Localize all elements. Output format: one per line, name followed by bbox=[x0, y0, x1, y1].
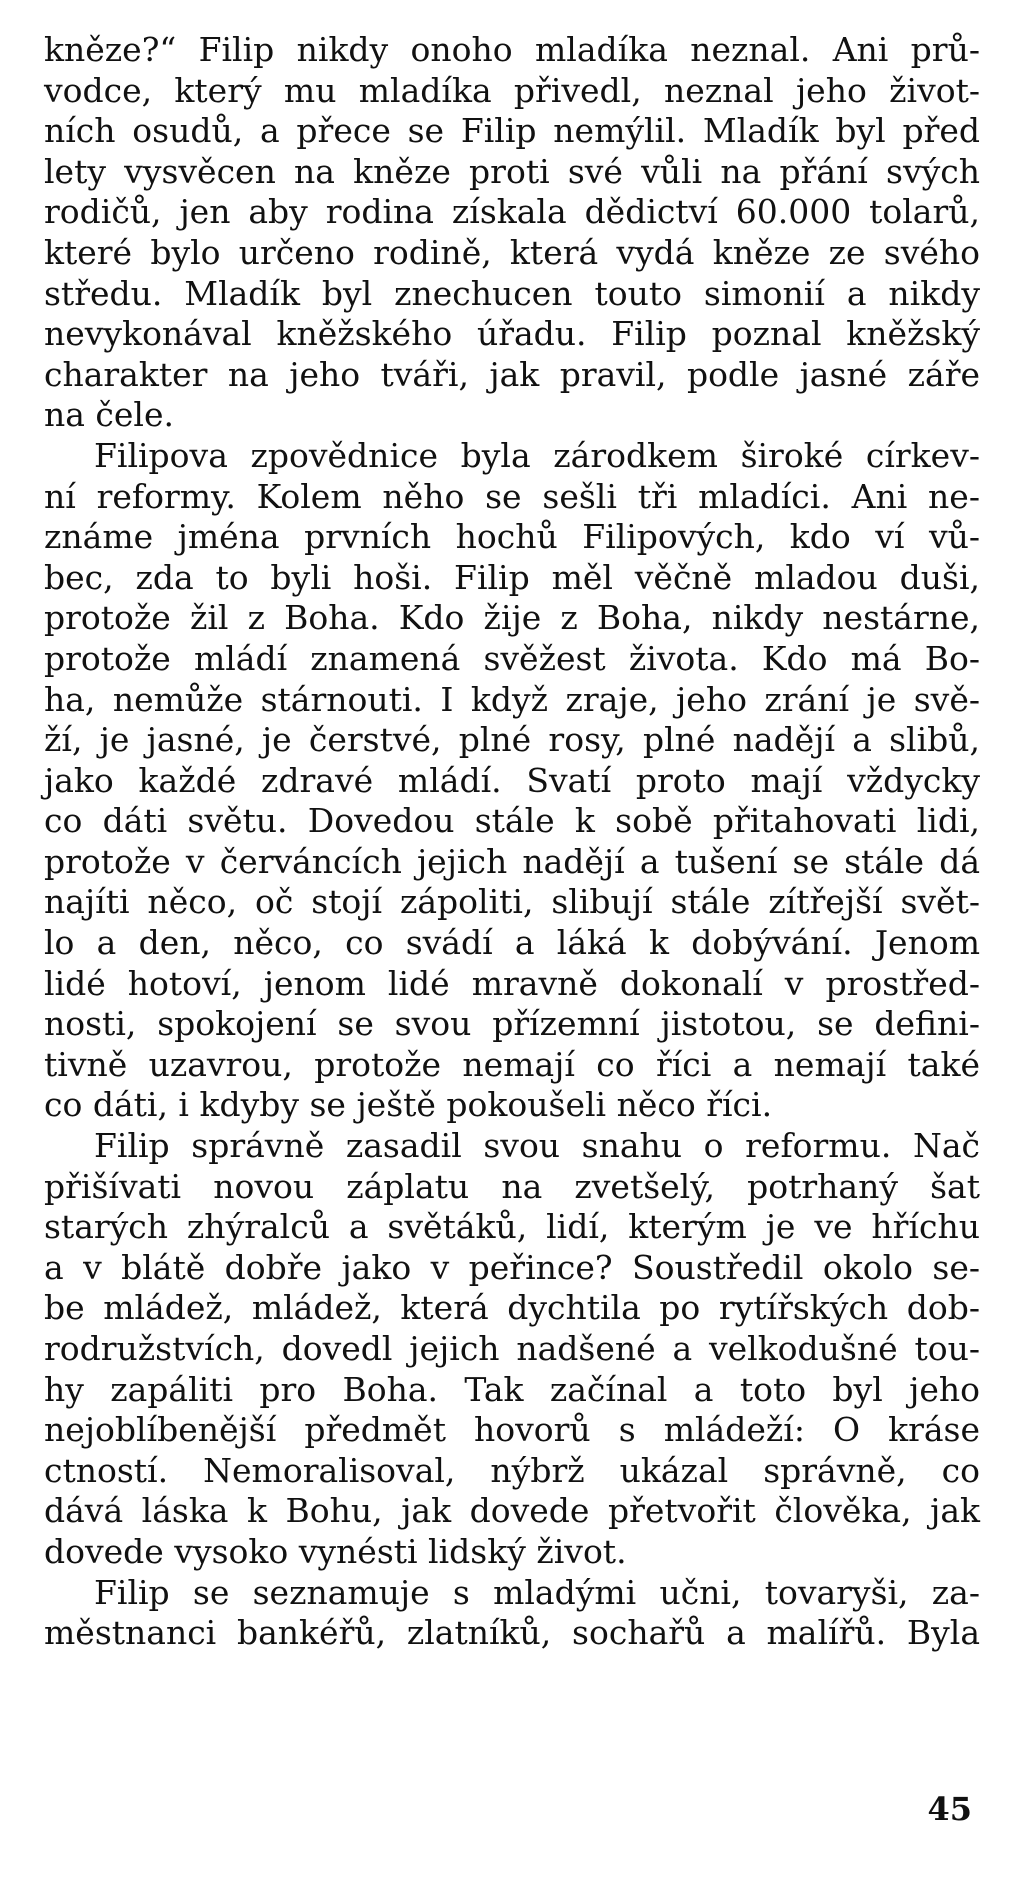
text-line: ctností. Nemoralisoval, nýbrž ukázal správně, co bbox=[44, 1450, 980, 1490]
text-line: protože v červáncích jejich nadějí a tušení se stále dá bbox=[44, 841, 980, 881]
text-line: lety vysvěcen na kněze proti své vůli na přání svých bbox=[44, 151, 980, 191]
text-line: lo a den, něco, co svádí a láká k dobývání. Jenom bbox=[44, 923, 980, 963]
text-line: středu. Mladík byl znechucen touto simonií a nikdy bbox=[44, 273, 980, 313]
text-line: be mládež, mládež, která dychtila po rytířských dob- bbox=[44, 1288, 980, 1328]
text-line: najíti něco, oč stojí zápoliti, slibují stále zítřejší svět- bbox=[44, 882, 980, 922]
text-line: ních osudů, a přece se Filip nemýlil. Mladík byl před bbox=[44, 111, 980, 151]
text-line: dovede vysoko vynésti lidský život. bbox=[44, 1531, 627, 1571]
paragraph bbox=[44, 1573, 980, 1654]
text-line: co dáti světu. Dovedou stále k sobě přitahovati lidi, bbox=[44, 801, 980, 841]
text-line: jako každé zdravé mládí. Svatí proto mají vždycky bbox=[44, 760, 980, 800]
text-line: nosti, spokojení se svou přízemní jistotou, se defini- bbox=[44, 1004, 980, 1044]
text-line: bec, zda to byli hoši. Filip měl věčně mladou duši, bbox=[44, 557, 980, 597]
text-line: rodružstvích, dovedl jejich nadšené a velkodušné tou- bbox=[44, 1329, 980, 1368]
paragraph bbox=[44, 436, 980, 1126]
page-number: 45 bbox=[927, 1790, 972, 1828]
text-line: co dáti, i kdyby se ještě pokoušeli něco říci. bbox=[44, 1085, 773, 1125]
text-line: lidé hotoví, jenom lidé mravně dokonalí v prostřed- bbox=[44, 963, 980, 1003]
text-line: starých zhýralců a světáků, lidí, kterým je ve hříchu bbox=[44, 1207, 980, 1247]
text-line: které bylo určeno rodině, která vydá kněze ze svého bbox=[44, 232, 980, 272]
text-line: rodičů, jen aby rodina získala dědictví 60.000 tolarů, bbox=[44, 192, 980, 232]
text-line: ní reformy. Kolem něho se sešli tři mladíci. Ani ne- bbox=[44, 476, 980, 516]
text-line: Filip správně zasadil svou snahu o reformu. Nač bbox=[94, 1126, 980, 1166]
text-line: na čele. bbox=[44, 395, 175, 435]
text-line: dává láska k Bohu, jak dovede přetvořit člověka, jak bbox=[44, 1491, 980, 1531]
text-line: nejoblíbenější předmět hovorů s mládeží: O kráse bbox=[44, 1410, 980, 1450]
text-line: nevykonával kněžského úřadu. Filip poznal kněžský bbox=[44, 314, 980, 354]
text-line: hy zapáliti pro Boha. Tak začínal a toto byl jeho bbox=[44, 1369, 980, 1409]
text-line: charakter na jeho tváři, jak pravil, podle jasné záře bbox=[44, 354, 980, 394]
text-line: přišívati novou záplatu na zvetšelý, potrhaný šat bbox=[44, 1166, 980, 1206]
text-line: Filip se seznamuje s mladými učni, tovaryši, za- bbox=[94, 1572, 980, 1612]
text-line: a v blátě dobře jako v peřince? Soustředil okolo se- bbox=[44, 1247, 980, 1287]
text-line: známe jména prvních hochů Filipových, kdo ví vů- bbox=[44, 517, 980, 557]
text-line: protože mládí znamená svěžest života. Kdo má Bo- bbox=[44, 638, 980, 678]
text-line: městnanci bankéřů, zlatníků, sochařů a malířů. Byla bbox=[44, 1613, 980, 1653]
text-line: vodce, který mu mladíka přivedl, neznal jeho život- bbox=[44, 70, 980, 110]
text-line: kněze?“ Filip nikdy onoho mladíka neznal. Ani prů- bbox=[44, 30, 980, 69]
paragraph bbox=[44, 30, 980, 436]
text-line: protože žil z Boha. Kdo žije z Boha, nikdy nestárne, bbox=[44, 598, 980, 638]
text-line: Filipova zpovědnice byla zárodkem široké církev- bbox=[94, 435, 980, 475]
text-line: ha, nemůže stárnouti. I když zraje, jeho zrání je svě- bbox=[44, 679, 980, 719]
paragraph bbox=[44, 1126, 980, 1573]
text-line: tivně uzavrou, protože nemají co říci a nemají také bbox=[44, 1044, 980, 1084]
body-text bbox=[44, 30, 980, 1654]
text-line: ží, je jasné, je čerstvé, plné rosy, plné nadějí a slibů, bbox=[44, 720, 980, 760]
